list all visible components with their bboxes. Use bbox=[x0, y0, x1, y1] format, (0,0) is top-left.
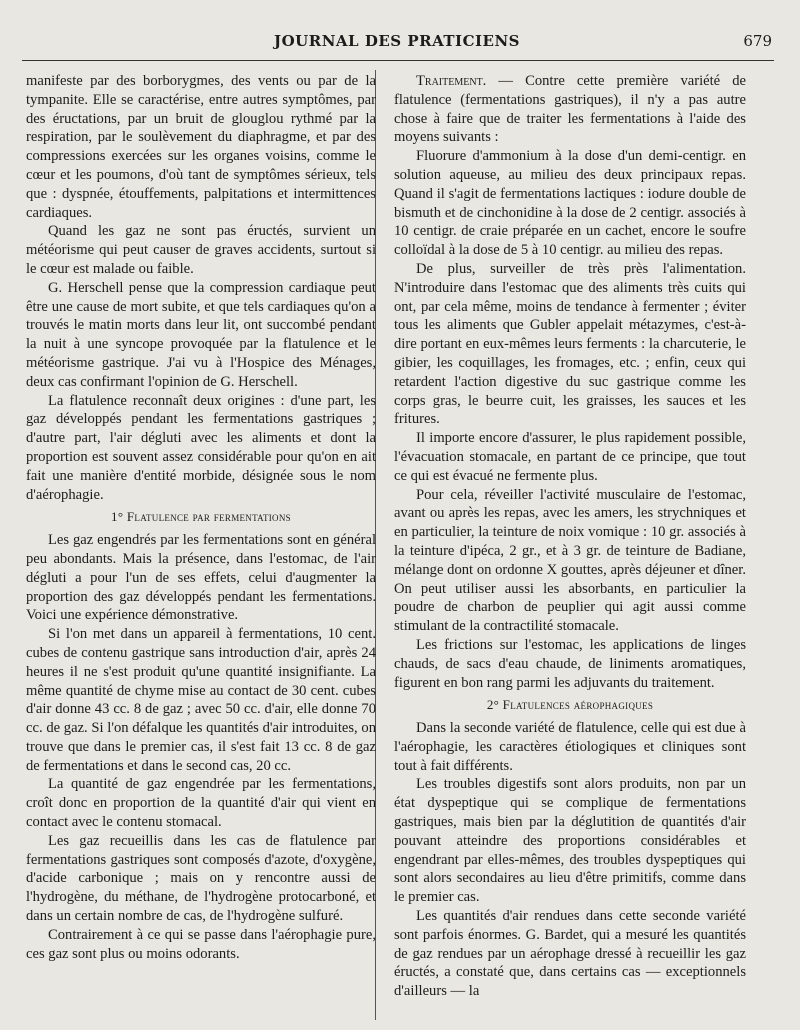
section-heading: 2° Flatulences aérophagiques bbox=[486, 697, 654, 713]
paragraph: Fluorure d'ammonium à la dose d'un demi-centigr. en solution aqueuse, au milieu des deux principaux repas. Quand il s'agit de fermentations lactiques : iodure double de bismuth et de cinchonidine à la dose de 2 centigr. associés à 10 centigr. de craie préparée en un cachet, encore le soufre colloïdal à la dose de 5 à 10 centigr. au milieu des repas. bbox=[394, 148, 746, 259]
paragraph: La flatulence reconnaît deux origines : d'une part, les gaz développés pendant les fermentations gastriques ; d'autre part, l'air dégluti avec les aliments et dont la proportion est souvent assez considérable pour qu'on en ait fait une manière d'entité morbide, désignée sous le nom d'aérophagie. bbox=[26, 392, 376, 503]
paragraph: Les quantités d'air rendues dans cette seconde variété sont parfois énormes. G. Bardet, qui a mesuré les quantités de gaz rendues par un aérophage dressé à recueillir les gaz éructés, a constaté que, dans certains cas — exceptionnels d'ailleurs — la bbox=[394, 908, 746, 1000]
paragraph: Les frictions sur l'estomac, les applications de linges chauds, de sacs d'eau chaude, de liniments aromatiques, figurent en bon rang parmi les adjuvants du traitement. bbox=[394, 636, 746, 691]
paragraph: De plus, surveiller de très près l'alimentation. N'introduire dans l'estomac que des aliments très cuits qui ont, par cela même, moins de tendance à fermenter ; éviter tous les aliments que Gubler appelait métazymes, c'est-à-dire portant en eux-mêmes leurs ferments : la charcuterie, le gibier, les coquillages, les fromages, etc. ; enfin, ceux qui retardent l'action digestive du suc gastrique comme les corps gras, le beurre cuit, les graisses, les sauces et les fritures. bbox=[394, 260, 746, 428]
section-heading: 1° Flatulence par fermentations bbox=[111, 509, 291, 525]
paragraph: Les gaz engendrés par les fermentations sont en général peu abondants. Mais la présence, dans l'estomac, de l'air dégluti a pour l'un de ses effets, celui d'augmenter la proportion des gaz développés pendant les fermentations. Voici une expérience démonstrative. bbox=[26, 532, 376, 624]
treatment-paragraph bbox=[394, 72, 746, 147]
treatment-intro: — Contre cette première variété de flatulence (fermentations gastriques), il n'y a pas autre chose à faire que de traiter les fermentations à l'aide des moyens suivants : bbox=[394, 73, 746, 146]
paragraph: Les troubles digestifs sont alors produits, non par un état dyspeptique qui se complique de fermentations gastriques, mais bien par la déglutition de quantités d'air pouvant atteindre des proportions considérables et engendrant par elles-mêmes, des troubles dyspeptiques qui sont alors secondaires au lieu d'être primitifs, comme dans le premier cas. bbox=[394, 776, 746, 906]
paragraph: Contrairement à ce qui se passe dans l'aérophagie pure, ces gaz sont plus ou moins odorants. bbox=[26, 926, 376, 962]
paragraph: Si l'on met dans un appareil à fermentations, 10 cent. cubes de contenu gastrique sans introduction d'air, après 24 heures il ne s'est produit qu'une quantité insignifiante. La même quantité de chyme mise au contact de 30 cent. cubes d'air donne 43 cc. 8 de gaz ; avec 50 cc. d'air, elle donne 70 cc. de gaz. Si l'on défalque les quantités d'air introduites, on trouve que dans le premier cas, il s'est fait 13 cc. 8 de gaz de fermentations et dans le second cas, 20 cc. bbox=[26, 626, 376, 774]
page-number: 679 bbox=[743, 32, 772, 50]
paragraph: La quantité de gaz engendrée par les fermentations, croît donc en proportion de la quantité d'air qui vient en contact avec le contenu stomacal. bbox=[26, 776, 376, 831]
paragraph: Il importe encore d'assurer, le plus rapidement possible, l'évacuation stomacale, en partant de ce principe, que tout ce qui est évacué ne fermente plus. bbox=[394, 430, 746, 484]
journal-title: JOURNAL DES PRATICIENS bbox=[274, 32, 520, 50]
paragraph: Quand les gaz ne sont pas éructés, survient un météorisme qui peut causer de graves accidents, surtout si le cœur est malade ou faible. bbox=[26, 223, 376, 277]
right-column bbox=[394, 72, 746, 1017]
treatment-label: Traitement. bbox=[416, 73, 487, 89]
left-column bbox=[26, 72, 376, 1017]
header-rule bbox=[22, 60, 774, 61]
paragraph: manifeste par des borborygmes, des vents ou par de la tympanite. Elle se caractérise, entre autres symptômes, par des éructations, par un bruit de glouglou rythmé par la respiration, par le soulèvement du diaphragme, et par des compressions exercées sur les organes voisins, comme le cœur et les poumons, d'où tant de symptômes sérieux, tels que : dyspnée, étouffements, palpitations et intermittences cardiaques. bbox=[26, 73, 376, 221]
running-header bbox=[22, 26, 772, 62]
paragraph: Les gaz recueillis dans les cas de flatulence par fermentations gastriques sont composés d'azote, d'oxygène, d'acide carbonique ; mais on y rencontre aussi de l'hydrogène, du méthane, de l'hydrogène protocarboné, et dans un certain nombre de cas, de l'hydrogène sulfuré. bbox=[26, 832, 376, 925]
paragraph: Pour cela, réveiller l'activité musculaire de l'estomac, avant ou après les repas, avec les amers, les strychniques et en particulier, la teinture de noix vomique : 10 gr. associés à la teinture d'ipéca, 2 gr., et à 3 gr. de teinture de Badiane, mélange dont on ordonne X gouttes, après déjeuner et dîner. On peut utiliser aussi les absorbants, en particulier la poudre de charbon de peuplier qui agit aussi comme stimulant de la contractilité stomacale. bbox=[394, 486, 746, 635]
paragraph: G. Herschell pense que la compression cardiaque peut être une cause de mort subite, et que tels cardiaques qu'on a trouvés le matin morts dans leur lit, ont succombé pendant la nuit à une syncope provoquée par la flatulence et le météorisme gastrique. J'ai vu à l'Hospice des Ménages, deux cas confirmant l'opinion de G. Herschell. bbox=[26, 279, 376, 390]
paragraph: Dans la seconde variété de flatulence, celle qui est due à l'aérophagie, les caractères étiologiques et cliniques sont tout à fait différents. bbox=[394, 720, 746, 774]
